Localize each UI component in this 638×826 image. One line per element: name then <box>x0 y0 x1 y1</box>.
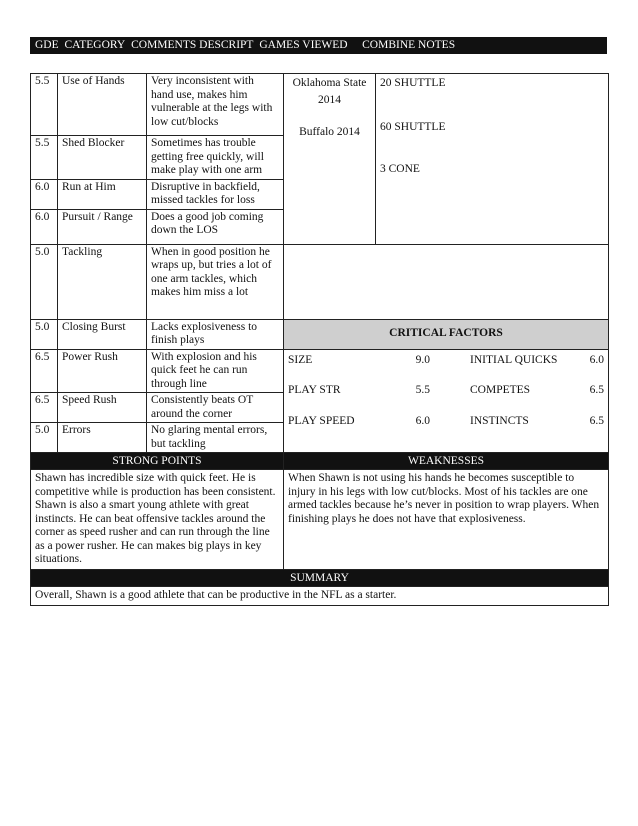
factor-label: SIZE <box>288 353 313 366</box>
grade-cell: 5.0 <box>31 423 58 453</box>
grade-cell: 6.5 <box>31 349 58 393</box>
factor-label: PLAY SPEED <box>288 414 355 427</box>
header-combine-notes: COMBINE NOTES <box>362 39 456 51</box>
category-cell: Power Rush <box>58 349 147 393</box>
category-cell: Speed Rush <box>58 393 147 423</box>
factor-label: COMPETES <box>470 384 531 396</box>
scouting-report-table <box>30 73 609 606</box>
rating-row <box>31 244 609 319</box>
factor-row <box>288 384 604 398</box>
weaknesses-text: When Shawn is not using his hands he becomes susceptible to injury in his legs with low cut/blocks. Most of his tackles are one armed tackles because he’s never in position to wrap players. When finishing plays he does not have that explosiveness. <box>284 470 609 570</box>
section-header-row <box>31 453 609 470</box>
section-body-row <box>31 470 609 570</box>
factor-value: 9.0 <box>415 353 430 366</box>
comment-cell: Disruptive in backfield, missed tackles for loss <box>147 179 284 209</box>
combine-item: 20 SHUTTLE <box>380 77 446 89</box>
games-viewed-cell <box>284 74 376 245</box>
category-cell: Pursuit / Range <box>58 209 147 244</box>
comment-cell: Does a good job coming down the LOS <box>147 209 284 244</box>
factor-label: INSTINCTS <box>470 414 529 427</box>
grade-cell: 6.5 <box>31 393 58 423</box>
strong-points-text: Shawn has incredible size with quick feet. He is competitive while is production has been consistent. Shawn is also a smart young athlete with great instincts. He can beat offensive tackles around the corner as speed rusher and can run through the line as a power rusher. He can makes big plays in key situations. <box>31 470 284 570</box>
comment-cell: Very inconsistent with hand use, makes him vulnerable at the legs with low cut/blocks <box>147 74 284 136</box>
header-gde: GDE <box>35 39 59 51</box>
summary-text: Overall, Shawn is a good athlete that can be productive in the NFL as a starter. <box>31 587 609 606</box>
factor-value: 6.5 <box>589 384 604 396</box>
combine-item: 60 SHUTTLE <box>380 121 446 133</box>
category-cell: Errors <box>58 423 147 453</box>
critical-factors-cell <box>284 349 609 453</box>
grade-cell: 6.0 <box>31 209 58 244</box>
comment-cell: When in good position he wraps up, but tries a lot of one arm tackles, which makes him miss a lot <box>147 244 284 319</box>
blank-cell <box>284 244 609 319</box>
summary-header-row <box>31 570 609 587</box>
grade-cell: 5.5 <box>31 74 58 136</box>
comment-cell: Lacks explosiveness to finish plays <box>147 319 284 349</box>
category-cell: Closing Burst <box>58 319 147 349</box>
game-item: Oklahoma State 2014 <box>292 77 367 106</box>
header-games-viewed: GAMES VIEWED <box>259 39 348 51</box>
comment-cell: With explosion and his quick feet he can run through line <box>147 349 284 393</box>
rating-row <box>31 74 609 136</box>
rating-row <box>31 319 609 349</box>
factor-label: PLAY STR <box>288 384 341 396</box>
category-cell: Tackling <box>58 244 147 319</box>
factor-value: 6.0 <box>415 414 430 427</box>
header-comments: COMMENTS DESCRIPT <box>131 39 254 51</box>
category-cell: Use of Hands <box>58 74 147 136</box>
category-cell: Shed Blocker <box>58 136 147 180</box>
game-item: Buffalo 2014 <box>299 126 360 138</box>
summary-title: SUMMARY <box>31 570 609 587</box>
combine-item: 3 CONE <box>380 163 420 175</box>
factor-label: INITIAL QUICKS <box>470 353 558 366</box>
rating-row <box>31 349 609 393</box>
comment-cell: No glaring mental errors, but tackling <box>147 423 284 453</box>
strong-points-title: STRONG POINTS <box>31 453 284 470</box>
critical-factors-list <box>288 354 604 429</box>
grade-cell: 6.0 <box>31 179 58 209</box>
comment-cell: Consistently beats OT around the corner <box>147 393 284 423</box>
category-cell: Run at Him <box>58 179 147 209</box>
grade-cell: 5.5 <box>31 136 58 180</box>
factor-value: 5.5 <box>415 384 430 396</box>
summary-body-row <box>31 587 609 606</box>
header-category: CATEGORY <box>64 39 126 51</box>
grade-cell: 5.0 <box>31 244 58 319</box>
grade-cell: 5.0 <box>31 319 58 349</box>
factor-value: 6.5 <box>589 414 604 427</box>
factor-row <box>288 415 604 429</box>
critical-factors-title: CRITICAL FACTORS <box>284 319 609 349</box>
comment-cell: Sometimes has trouble getting free quickly, will make play with one arm <box>147 136 284 180</box>
column-header-bar <box>30 37 607 54</box>
weaknesses-title: WEAKNESSES <box>284 453 609 470</box>
factor-value: 6.0 <box>589 353 604 366</box>
combine-notes-cell <box>376 74 609 245</box>
factor-row <box>288 354 604 368</box>
